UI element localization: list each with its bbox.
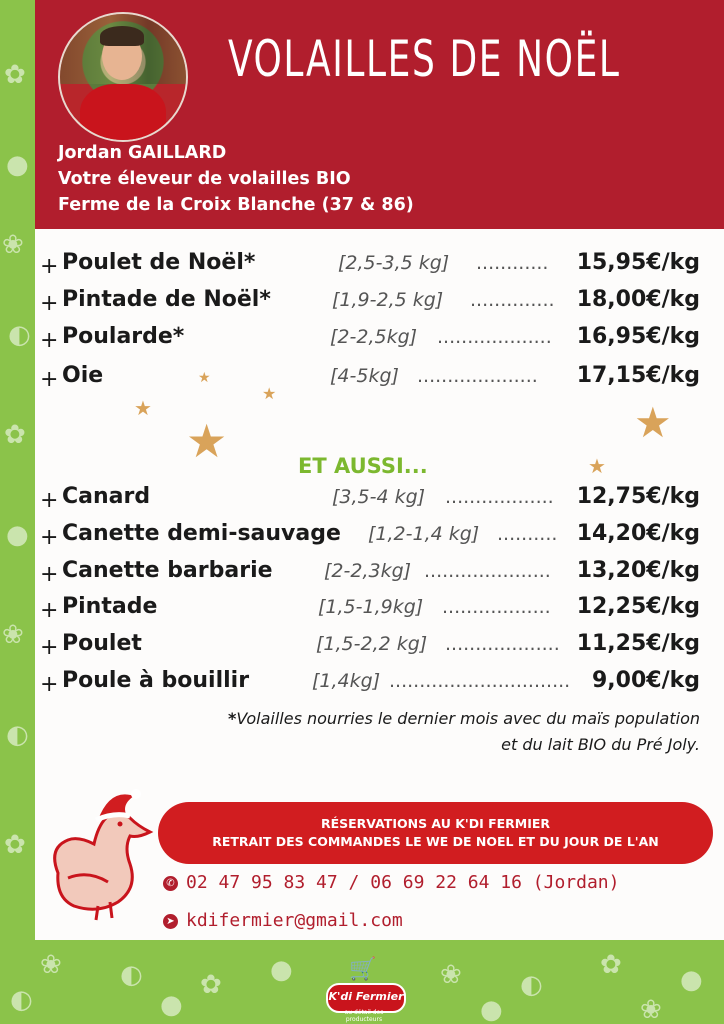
item-dots: .................. <box>442 596 551 618</box>
price-row <box>40 324 720 358</box>
reservation-banner <box>158 802 713 864</box>
item-price: 11,25€/kg <box>576 631 700 656</box>
item-price: 12,75€/kg <box>576 484 700 509</box>
item-weight: [1,2-1,4 kg] <box>368 523 480 545</box>
footnote-line-2: et du lait BIO du Pré Joly. <box>501 735 700 754</box>
email-contact <box>163 910 403 931</box>
item-price: 15,95€/kg <box>576 250 700 275</box>
farmer-photo <box>58 12 188 142</box>
item-dots: .......... <box>497 523 558 545</box>
item-name: Poulet de Noël* <box>62 250 256 275</box>
background-pattern: ✿ ● ❀ ◐ ✿ ● ❀ ◐ ✿ ❀ ◐ ✿ ● ❀ ◐ ✿ ● ◐ ● ● ❀ <box>2 60 703 1024</box>
item-weight: [2-2,5kg] <box>330 326 418 348</box>
phone-contact <box>163 872 619 893</box>
plus-sign: + <box>40 598 59 623</box>
farmer-name: Jordan GAILLARD <box>58 143 227 163</box>
item-weight: [2,5-3,5 kg] <box>338 252 450 274</box>
item-weight: [3,5-4 kg] <box>332 486 426 508</box>
item-dots: ................... <box>437 326 552 348</box>
price-row <box>40 250 720 284</box>
farm-name: Ferme de la Croix Blanche (37 & 86) <box>58 195 414 215</box>
footnote-line-1: Volailles nourries le dernier mois avec du maïs population <box>236 709 700 728</box>
item-name: Pintade <box>62 594 158 619</box>
item-name: Canard <box>62 484 151 509</box>
price-row <box>40 594 720 628</box>
item-price: 9,00€/kg <box>591 668 700 693</box>
item-dots: ............ <box>476 252 549 274</box>
send-icon: ➤ <box>163 914 178 929</box>
star-icon: ★ <box>262 384 277 403</box>
page-title: VOLAILLES DE NOËL <box>228 30 621 88</box>
price-row <box>40 521 720 555</box>
phone-numbers[interactable]: 02 47 95 83 47 / 06 69 22 64 16 (Jordan) <box>186 872 620 893</box>
banner-line-2: RETRAIT DES COMMANDES LE WE DE NOEL ET DU JOUR DE L'AN <box>212 834 659 849</box>
star-icon: ★ <box>134 396 152 420</box>
item-weight: [4-5kg] <box>330 365 399 387</box>
item-price: 16,95€/kg <box>576 324 700 349</box>
farmer-info <box>58 140 414 218</box>
footnote-star: * <box>227 709 237 728</box>
star-icon: ★ <box>588 454 606 478</box>
price-row <box>40 668 720 702</box>
phone-icon: ✆ <box>163 876 178 891</box>
item-price: 12,25€/kg <box>576 594 700 619</box>
item-name: Poule à bouillir <box>62 668 250 693</box>
item-dots: .................. <box>445 486 554 508</box>
plus-sign: + <box>40 525 59 550</box>
item-dots: .................... <box>417 365 538 387</box>
item-name: Canette barbarie <box>62 558 273 583</box>
plus-sign: + <box>40 367 59 392</box>
plus-sign: + <box>40 254 59 279</box>
item-weight: [1,9-2,5 kg] <box>332 289 444 311</box>
item-dots: ..................... <box>424 560 551 582</box>
item-name: Poulet <box>62 631 142 656</box>
plus-sign: + <box>40 562 59 587</box>
item-price: 18,00€/kg <box>576 287 700 312</box>
plus-sign: + <box>40 291 59 316</box>
price-row <box>40 363 720 397</box>
farmer-role: Votre éleveur de volailles BIO <box>58 169 351 189</box>
plus-sign: + <box>40 328 59 353</box>
plus-sign: + <box>40 635 59 660</box>
item-weight: [1,5-1,9kg] <box>318 596 424 618</box>
star-icon: ★ <box>634 398 672 447</box>
item-dots: .............. <box>470 289 555 311</box>
plus-sign: + <box>40 672 59 697</box>
banner-line-1: RÉSERVATIONS AU K'DI FERMIER <box>320 816 551 831</box>
item-price: 14,20€/kg <box>576 521 700 546</box>
item-price: 13,20€/kg <box>576 558 700 583</box>
item-name: Pintade de Noël* <box>62 287 271 312</box>
item-name: Oie <box>62 363 104 388</box>
item-dots: .............................. <box>389 670 571 692</box>
duck-illustration <box>38 778 158 928</box>
kdi-fermier-logo <box>322 955 406 1021</box>
price-row <box>40 287 720 321</box>
item-weight: [1,5-2,2 kg] <box>316 633 428 655</box>
logo-name: K'di Fermier <box>326 983 406 1013</box>
item-name: Canette demi-sauvage <box>62 521 341 546</box>
price-row <box>40 558 720 592</box>
item-weight: [1,4kg] <box>312 670 381 692</box>
item-name: Poularde* <box>62 324 185 349</box>
item-price: 17,15€/kg <box>576 363 700 388</box>
price-row <box>40 631 720 665</box>
plus-sign: + <box>40 488 59 513</box>
logo-tagline: au détail des producteurs <box>344 1009 384 1023</box>
star-icon: ★ <box>186 414 228 468</box>
price-row <box>40 484 720 518</box>
star-icon: ★ <box>198 370 211 386</box>
email-address[interactable]: kdifermier@gmail.com <box>186 910 403 931</box>
item-dots: ................... <box>445 633 560 655</box>
item-weight: [2-2,3kg] <box>324 560 412 582</box>
section-title: ET AUSSI... <box>298 454 428 478</box>
cart-icon: 🛒 <box>349 957 377 982</box>
footnote <box>100 706 700 758</box>
